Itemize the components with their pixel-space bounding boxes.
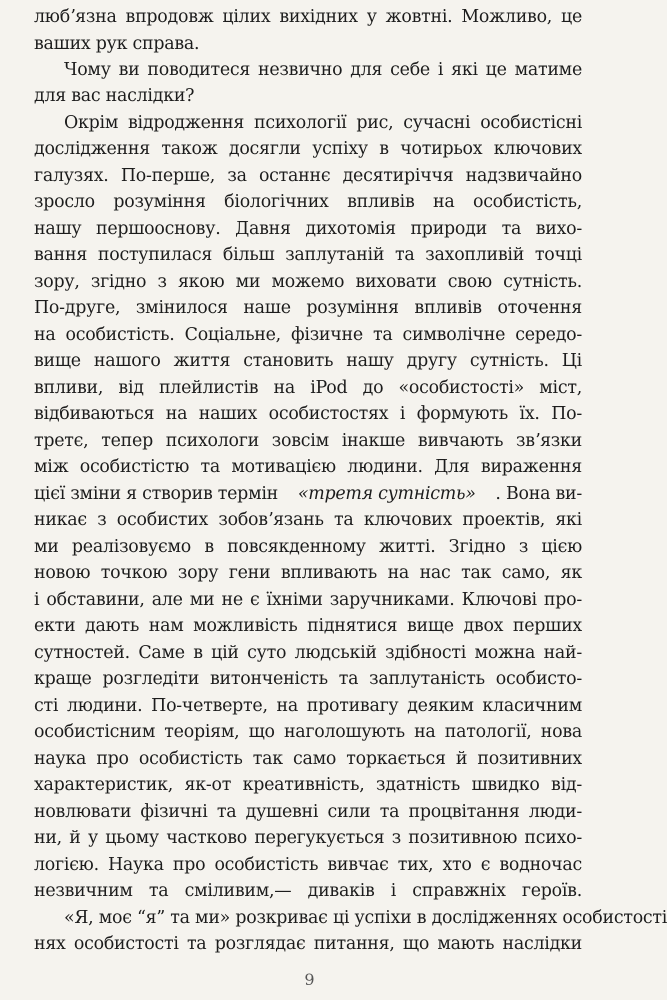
text-line: і обставини, але ми не є їхніми заручниками. Ключові про- [34,590,582,610]
text-line: на особистість. Соціальне, фізичне та символічне середо- [34,325,582,345]
text-line: вище нашого життя становить нашу другу сутність. Ці [34,351,582,371]
text-line: екти дають нам можливість піднятися вище двох перших [34,616,582,636]
text-line: впливи, від плейлистів на iPod до «особистості» міст, [34,378,582,398]
text-line: зору, згідно з якою ми можемо виховати свою сутність. [34,272,582,292]
text-line: третє, тепер психологи зовсім інакше вивчають звʼязки [34,431,582,451]
text-line: сті людини. По-четверте, на противагу деяким класичним [34,696,582,716]
text-line: для вас наслідки? [34,86,195,106]
text-line: логією. Наука про особистість вивчає тих, хто є водночас [34,855,582,875]
text-line: між особистістю та мотивацією людини. Для вираження [34,457,582,477]
text-line: дослідження також досягли успіху в чотирьох ключових [34,139,582,159]
text-line: особистісним теоріям, що наголошують на патології, нова [34,722,582,742]
text-line: вання поступилася більш заплутаній та захопливій точці [34,245,582,265]
text-line: наука про особистість так само торкається й позитивних [34,749,582,769]
text-line: незвичним та сміливим,— диваків і справжніх героїв. [34,881,582,901]
text-line: галузях. По-перше, за останнє десятиріччя надзвичайно [34,166,582,186]
text-line: нях особистості та розглядає питання, що мають наслідки [34,934,582,954]
page-number: 9 [304,970,315,989]
italic-term: «третя сутність» [297,484,476,504]
text-line: никає з особистих зобовʼязань та ключових проектів, які [34,510,582,530]
text-line: «Я, моє “я” та ми» розкриває ці успіхи в дослідженнях особистості [64,908,667,928]
text-line: зросло розуміння біологічних впливів на особистість, [34,192,582,212]
text-segment: цієї зміни я створив термін [34,484,278,504]
text-line: любʼязна впродовж цілих вихідних у жовтні. Можливо, це [34,7,582,27]
text-line: характеристик, як-от креативність, здатність швидко від- [34,775,582,795]
text-line: ми реалізовуємо в повсякденному житті. Згідно з цією [34,537,582,557]
text-line: ваших рук справа. [34,34,200,54]
text-line: відбиваються на наших особистостях і формують їх. По- [34,404,582,424]
text-line: Чому ви поводитеся незвично для себе і які це матиме [64,60,582,80]
text-line: ни, й у цьому частково перегукується з позитивною психо- [34,828,582,848]
text-line: Окрім відродження психології рис, сучасні особистісні [64,113,582,133]
text-line: По-друге, змінилося наше розуміння впливів оточення [34,298,582,318]
text-line: сутностей. Саме в цій суто людській здібності можна най- [34,643,582,663]
text-line: нашу першооснову. Давня дихотомія природи та вихо- [34,219,582,239]
text-line-with-term [34,481,582,508]
text-line: краще розгледіти витонченість та заплутаність особисто- [34,669,582,689]
text-line: новлювати фізичні та душевні сили та процвітання люди- [34,802,582,822]
text-line: новою точкою зору гени впливають на нас так само, як [34,563,582,583]
text-segment: . Вона ви- [495,484,582,504]
